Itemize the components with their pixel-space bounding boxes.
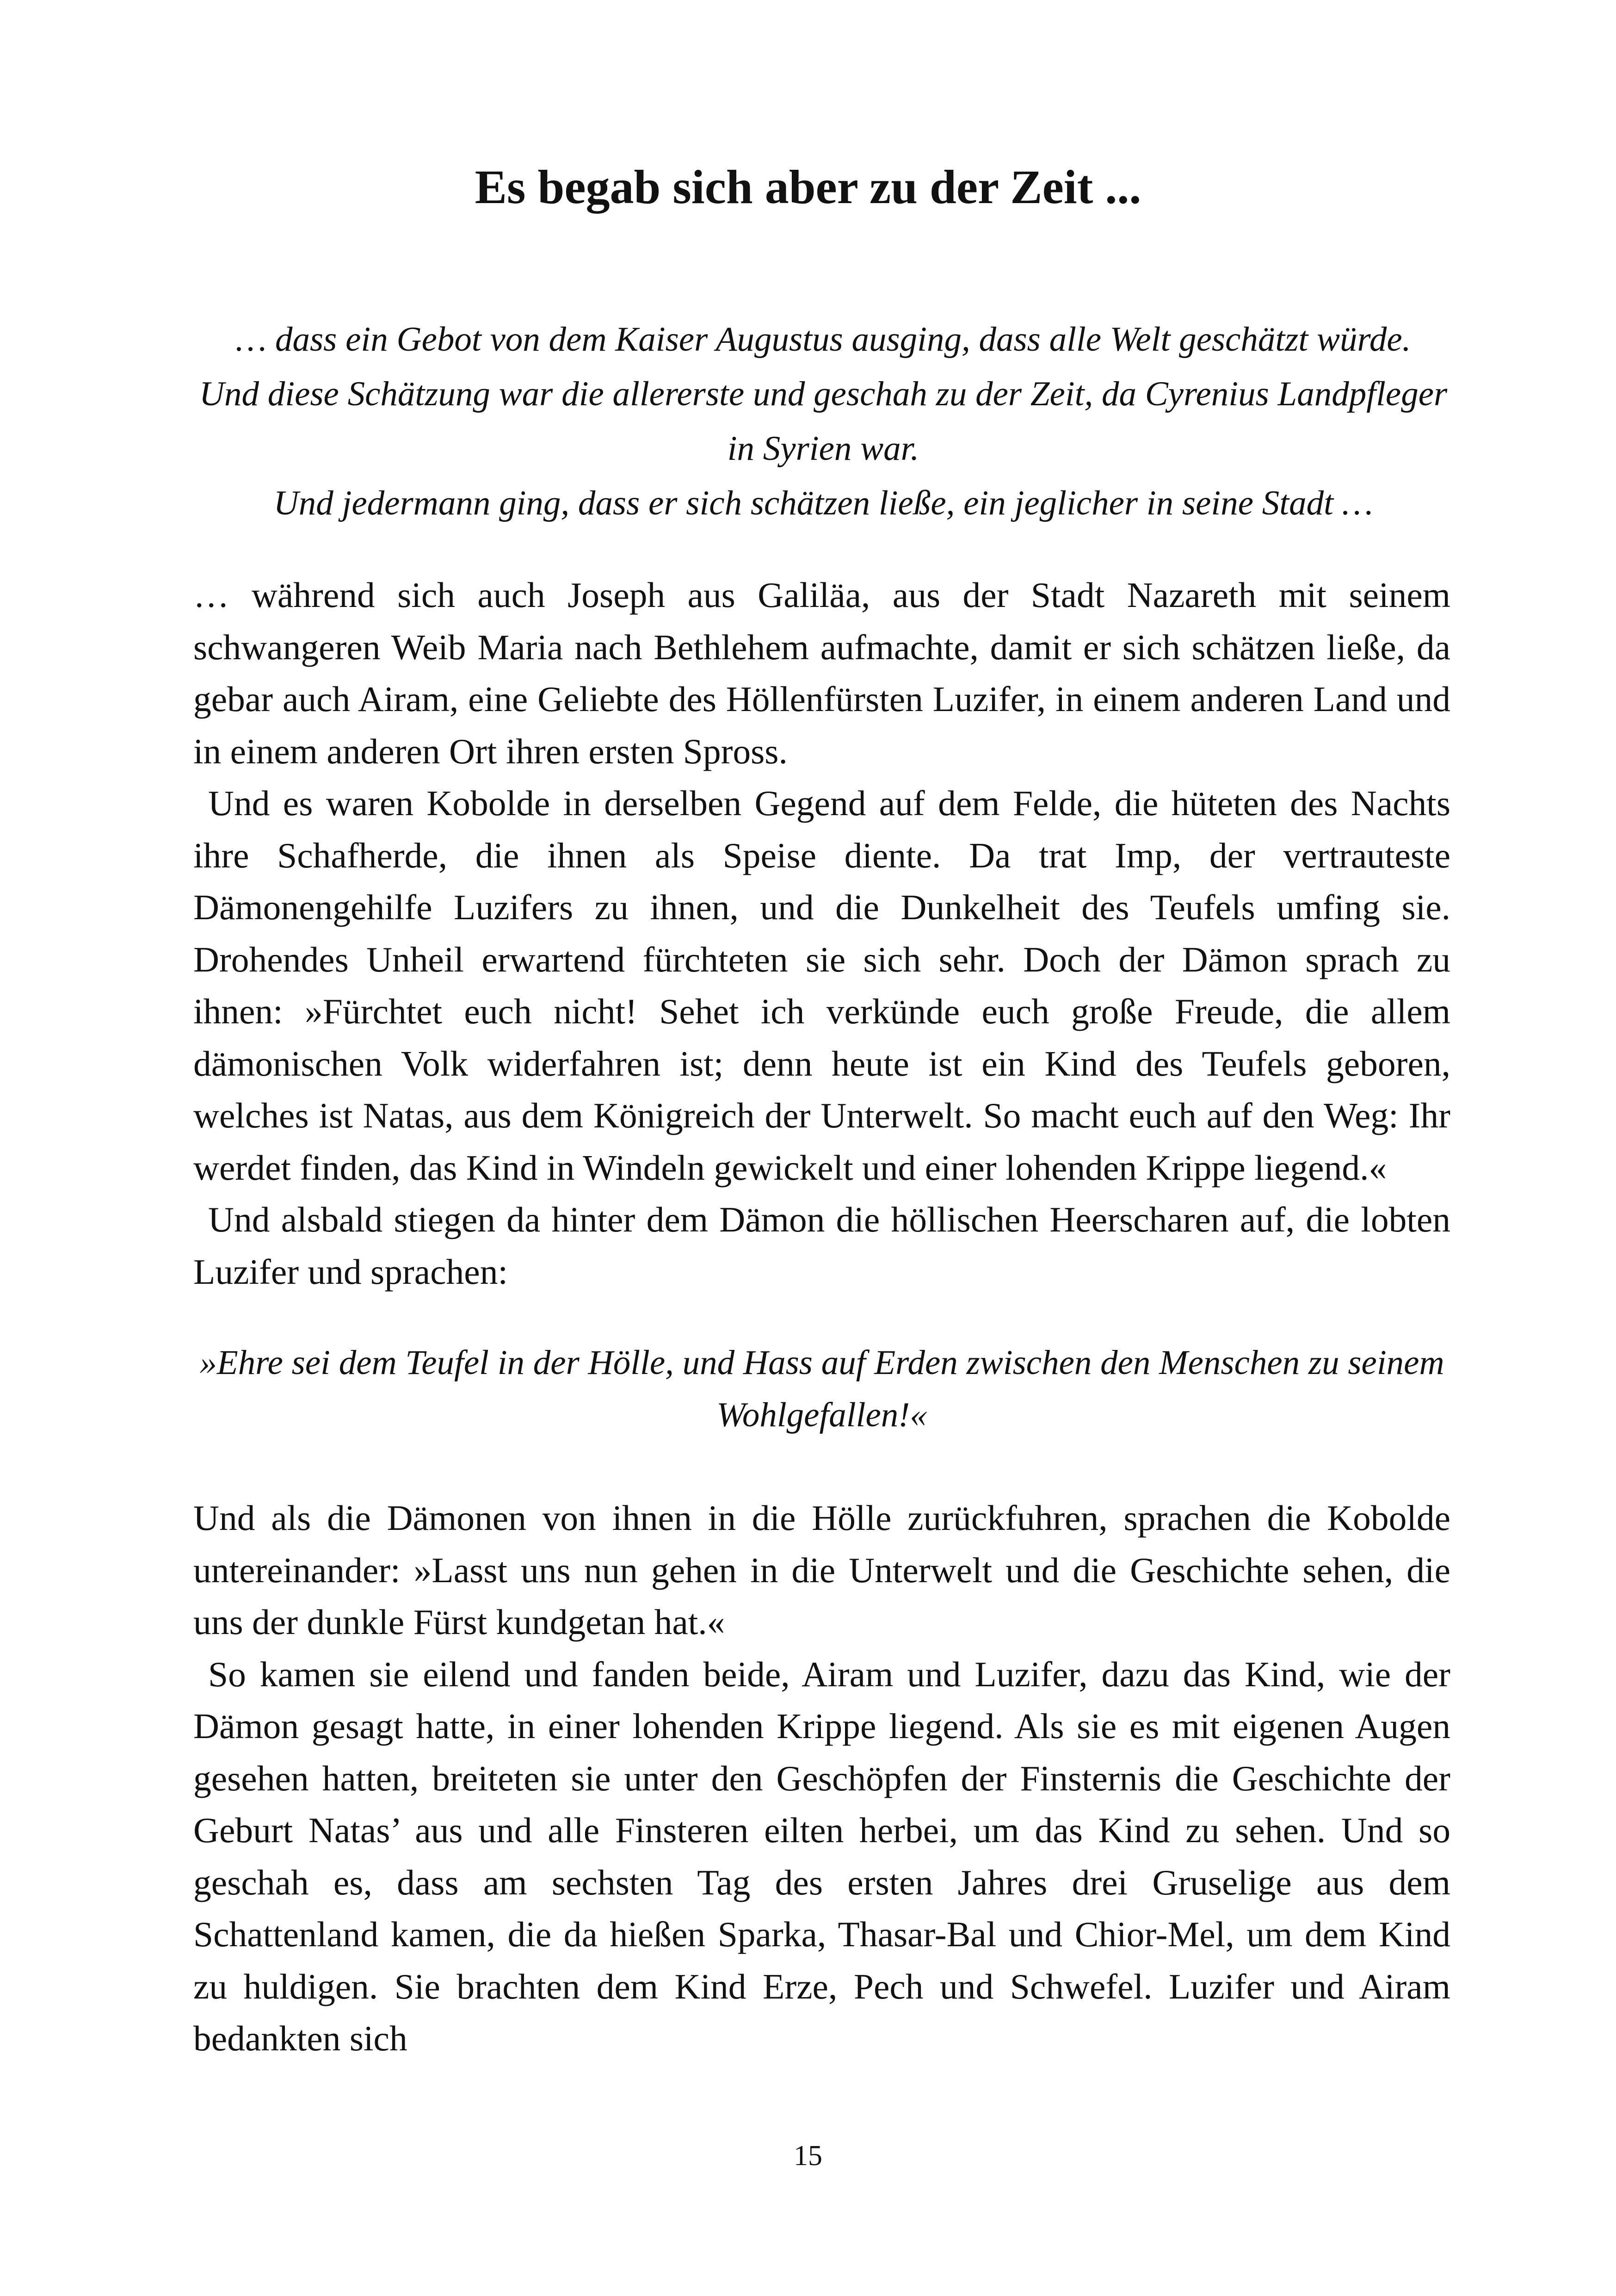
epigraph-line: … dass ein Gebot von dem Kaiser Augustus ausging, dass alle Welt geschätzt würde. (235, 320, 1411, 359)
epigraph (194, 312, 1452, 531)
paragraph: So kamen sie eilend und fanden beide, Airam und Luzifer, dazu das Kind, wie der Dämon gesagt hatte, in einer lohenden Krippe liegend. Als sie es mit eigenen Augen gesehen hatten, breiteten sie unter den Geschöpfen der Finsternis die Geschichte der Geburt Natas’ aus und alle Finsteren eilten herbei, um das Kind zu sehen. Und so geschah es, dass am sechsten Tag des ersten Jahres drei Gruselige aus dem Schattenland kamen, die da hießen Sparka, Thasar-Bal und Chior-Mel, um dem Kind zu huldigen. Sie brachten dem Kind Erze, Pech und Schwefel. Luzifer und Airam bedankten sich (193, 1654, 1450, 2058)
chapter-title: Es begab sich aber zu der Zeit ... (475, 161, 1141, 214)
body-text-block (193, 1492, 1450, 2065)
epigraph-line: Und jedermann ging, dass er sich schätzen ließe, ein jeglicher in seine Stadt … (273, 484, 1373, 522)
page-number: 15 (794, 2140, 822, 2172)
block-quote: »Ehre sei dem Teufel in der Hölle, und Hass auf Erden zwischen den Menschen zu seinem Wohlgefallen!« (199, 1343, 1444, 1434)
paragraph: … während sich auch Joseph aus Galiläa, aus der Stadt Nazareth mit seinem schwangeren Weib Maria nach Bethlehem aufmachte, damit er sich schätzen ließe, da gebar auch Airam, eine Geliebte des Höllenfürsten Luzifer, in einem anderen Land und in einem anderen Ort ihren ersten Spross. (193, 575, 1450, 771)
body-text-block (193, 569, 1450, 1298)
paragraph: Und alsbald stiegen da hinter dem Dämon die höllischen Heerscharen auf, die lobten Luzifer und sprachen: (193, 1200, 1450, 1292)
paragraph: Und es waren Kobolde in derselben Gegend auf dem Felde, die hüteten des Nachts ihre Schafherde, die ihnen als Speise diente. Da trat Imp, der vertrauteste Dämonengehilfe Luzifers zu ihnen, und die Dunkelheit des Teufels umfing sie. Drohendes Unheil erwartend fürchteten sie sich sehr. Doch der Dämon sprach zu ihnen: »Fürchtet euch nicht! Sehet ich verkünde euch große Freude, die allem dämonischen Volk widerfahren ist; denn heute ist ein Kind des Teufels geboren, welches ist Natas, aus dem Königreich der Unterwelt. So macht euch auf den Weg: Ihr werdet finden, das Kind in Windeln gewickelt und einer lohenden Krippe liegend.« (193, 783, 1450, 1188)
epigraph-line: Und diese Schätzung war die allererste und geschah zu der Zeit, da Cyrenius Landpfleger in Syrien war. (199, 375, 1448, 468)
paragraph: Und als die Dämonen von ihnen in die Hölle zurückfuhren, sprachen die Kobolde untereinander: »Lasst uns nun gehen in die Unterwelt und die Geschichte sehen, die uns der dunkle Fürst kundgetan hat.« (193, 1498, 1450, 1642)
